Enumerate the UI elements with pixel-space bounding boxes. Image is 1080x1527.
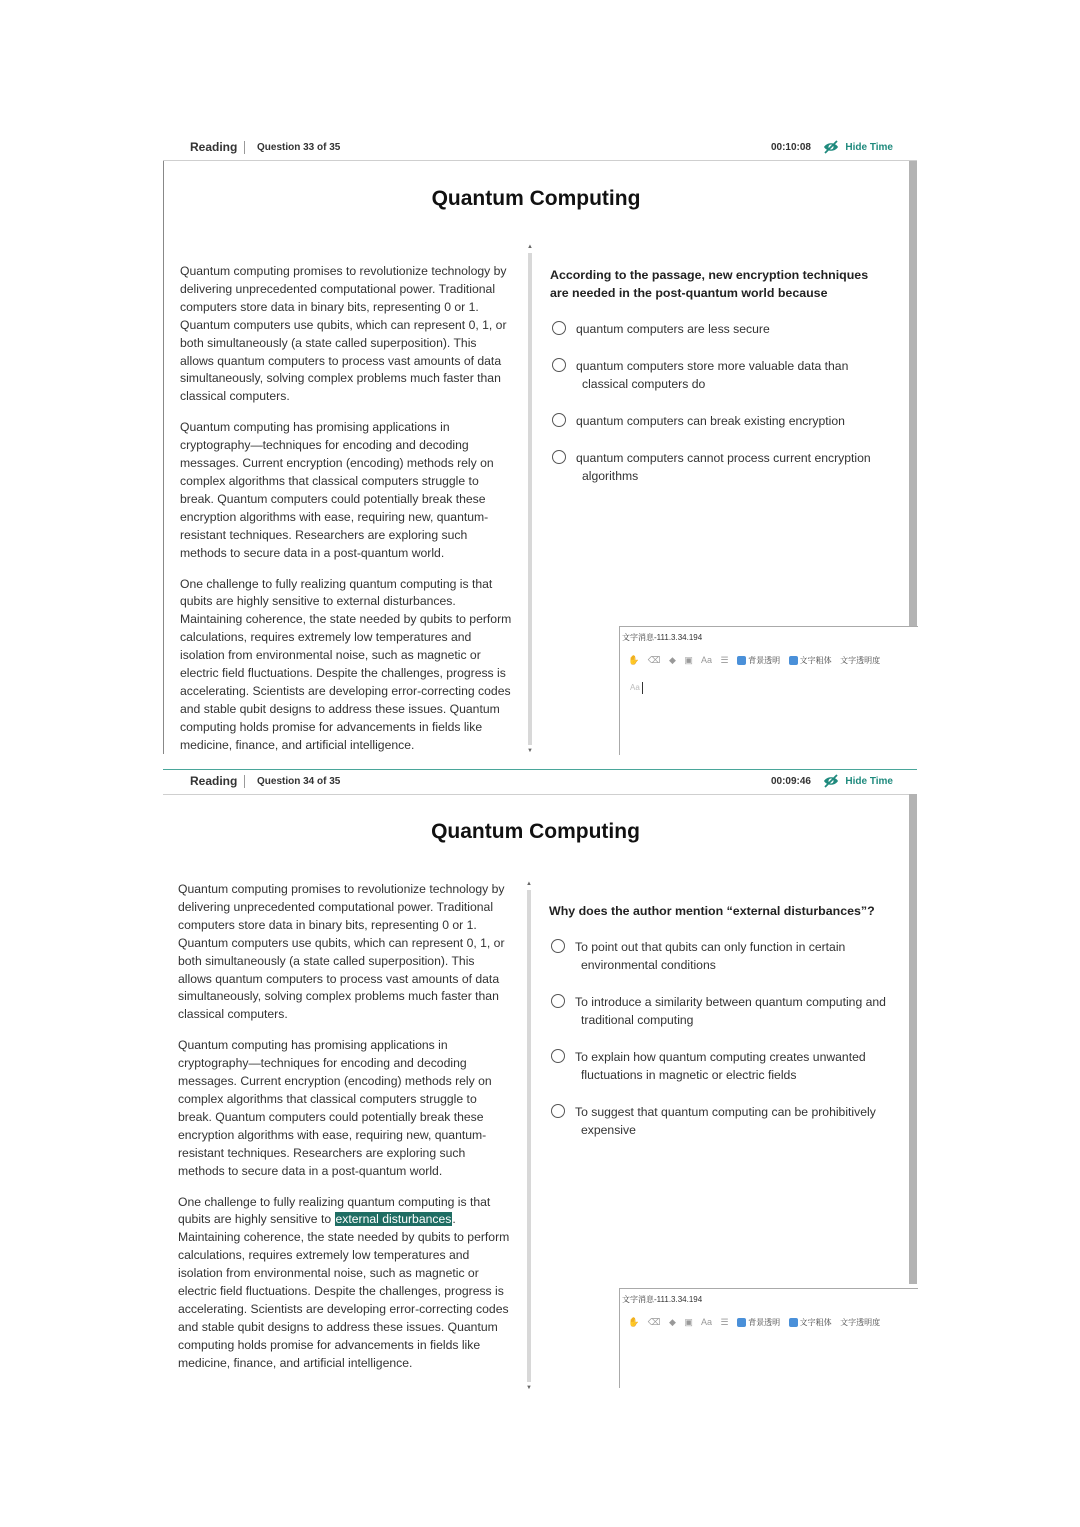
panel-label: 文字消息-111.3.34.194 — [622, 1295, 703, 1304]
image-icon[interactable]: ▣ — [684, 655, 693, 665]
option-text: quantum computers can break existing encryption — [576, 414, 845, 428]
checkbox-icon[interactable] — [789, 1318, 798, 1327]
scroll-down-icon[interactable]: ▼ — [527, 748, 533, 754]
passage-title: Quantum Computing — [431, 820, 640, 843]
option-text: quantum computers are less secure — [576, 322, 770, 336]
screenshot-question-33 — [163, 136, 917, 754]
passage-title: Quantum Computing — [431, 187, 641, 210]
checkbox-icon[interactable] — [737, 656, 746, 665]
option-text: environmental conditions — [581, 958, 716, 972]
top-bar — [163, 769, 917, 795]
section-label: Reading — [190, 774, 238, 788]
font-size-icon[interactable]: Aa — [700, 655, 712, 665]
passage-paragraph: Quantum computing promises to revolutionize technology by delivering unprecedented computational power. Traditional computers store data in binary bits, representing 0 or 1. Quantum computers use qubits, which can represent 0, 1, or both simultaneously (a state called superposition). This allows quantum computers to process vast amounts of data simultaneously, solving complex problems much faster than classical computers. — [180, 264, 507, 404]
scroll-up-icon[interactable]: ▲ — [526, 881, 532, 887]
image-icon[interactable]: ▣ — [684, 1317, 693, 1327]
panel-toolbar — [628, 655, 886, 666]
scroll-track[interactable] — [528, 253, 532, 745]
list-icon[interactable]: ☰ — [720, 1317, 729, 1327]
fill-icon[interactable]: ◆ — [668, 655, 676, 665]
passage-text-segment: . Maintaining coherence, the state needed by qubits to perform calculations, requires extremely low temperatures and isolation from environmental noise, such as magnetic or electric field fluctuations. Despite the challenges, progress is accelerating. Scientists are developing error-correcting codes and stable qubit designs to address these issues. Quantum computing holds promise for advancements in fields like medicine, finance, and artificial intelligence. — [178, 1212, 510, 1370]
answer-option[interactable] — [551, 1103, 896, 1139]
eraser-icon[interactable]: ⌫ — [647, 1317, 661, 1327]
question-prompt: According to the passage, new encryption techniques are needed in the post-quantum world because — [550, 268, 869, 300]
bold-text-option[interactable]: 文字粗体 — [789, 1318, 832, 1327]
answer-option[interactable] — [551, 938, 896, 974]
bold-text-option[interactable]: 文字粗体 — [789, 656, 832, 665]
passage-scrollbar[interactable] — [525, 880, 533, 1392]
option-text: fluctuations in magnetic or electric fields — [581, 1068, 797, 1082]
checkbox-icon[interactable] — [789, 656, 798, 665]
question-counter: Question 34 of 35 — [257, 776, 341, 787]
passage-text-segment: One challenge to fully realizing quantum computing is that qubits are highly sensitive to — [178, 1194, 491, 1227]
answer-option[interactable] — [552, 357, 897, 393]
timer: 00:10:08 — [770, 142, 811, 153]
answer-option[interactable] — [552, 320, 897, 338]
message-input[interactable]: Aa — [630, 682, 643, 694]
radio-icon[interactable] — [551, 939, 565, 953]
scroll-track[interactable] — [527, 890, 531, 1382]
option-text: traditional computing — [581, 1013, 694, 1027]
fill-icon[interactable]: ◆ — [668, 1317, 676, 1327]
radio-icon[interactable] — [551, 994, 565, 1008]
checkbox-icon[interactable] — [737, 1318, 746, 1327]
answer-option[interactable] — [551, 993, 896, 1029]
option-text: quantum computers cannot process current encryption — [576, 451, 871, 465]
top-bar — [163, 136, 917, 161]
radio-icon[interactable] — [552, 413, 566, 427]
option-text: expensive — [581, 1123, 636, 1137]
option-text: quantum computers store more valuable data than — [576, 359, 849, 373]
passage-paragraph: Quantum computing promises to revolutionize technology by delivering unprecedented computational power. Traditional computers store data in binary bits, representing 0 or 1. Quantum computers use qubits, which can represent 0, 1, or both simultaneously (a state called superposition). This allows quantum computers to process vast amounts of data simultaneously, solving complex problems much faster than classical computers. — [178, 882, 505, 1022]
scroll-down-icon[interactable]: ▼ — [526, 1385, 532, 1391]
option-text: algorithms — [582, 469, 639, 483]
answer-options — [552, 320, 897, 504]
text-opacity-option[interactable]: 文字透明度 — [840, 1318, 881, 1327]
bg-transparent-option[interactable]: 背景透明 — [737, 1318, 780, 1327]
answer-option[interactable] — [552, 449, 897, 485]
font-size-icon[interactable]: Aa — [700, 1317, 712, 1327]
eye-slash-icon[interactable] — [823, 773, 839, 789]
right-edge-bar — [909, 794, 917, 1284]
panel-toolbar — [628, 1317, 886, 1328]
section-label: Reading — [190, 140, 238, 154]
radio-icon[interactable] — [552, 358, 566, 372]
option-text: classical computers do — [582, 377, 706, 391]
eye-slash-icon[interactable] — [823, 139, 839, 155]
radio-icon[interactable] — [551, 1049, 565, 1063]
passage-scrollbar[interactable] — [526, 243, 534, 755]
radio-icon[interactable] — [552, 321, 566, 335]
list-icon[interactable]: ☰ — [720, 655, 729, 665]
highlighted-phrase[interactable]: external disturbances — [335, 1212, 452, 1227]
text-message-panel[interactable] — [619, 1288, 918, 1388]
passage-paragraph — [178, 1194, 510, 1373]
passage-paragraph: One challenge to fully realizing quantum computing is that qubits are highly sensitive to external disturbances. Maintaining coherence, the state needed by qubits to perform calculations, requires extremely low temperatures and isolation from environmental noise, such as magnetic or electric field fluctuations. Despite the challenges, progress is accelerating. Scientists are developing error-correcting codes and stable qubit designs to address these issues. Quantum computing holds promise for advancements in fields like medicine, finance, and artificial intelligence. — [180, 576, 512, 752]
hide-time-button[interactable]: Hide Time — [845, 776, 893, 787]
passage-text — [180, 263, 512, 768]
answer-option[interactable] — [551, 1048, 896, 1084]
answer-option[interactable] — [552, 412, 897, 430]
hide-time-button[interactable]: Hide Time — [845, 142, 893, 153]
option-text: To introduce a similarity between quantum computing and — [575, 995, 886, 1009]
passage-text — [178, 881, 510, 1386]
bg-transparent-option[interactable]: 背景透明 — [737, 656, 780, 665]
option-text: To explain how quantum computing creates unwanted — [575, 1050, 866, 1064]
passage-paragraph: Quantum computing has promising applications in cryptography—techniques for encoding and decoding messages. Current encryption (encoding) methods rely on complex algorithms that classical computers struggle to break. Quantum computers could potentially break these encryption algorithms with ease, requiring new, quantum-resistant techniques. Researchers are exploring such methods to secure data in a post-quantum world. — [178, 1038, 492, 1178]
question-counter: Question 33 of 35 — [257, 142, 341, 153]
panel-label: 文字消息-111.3.34.194 — [622, 633, 703, 642]
answer-options — [551, 938, 896, 1158]
option-text: To suggest that quantum computing can be prohibitively — [575, 1105, 876, 1119]
hand-icon[interactable]: ✋ — [628, 1317, 640, 1327]
timer: 00:09:46 — [770, 776, 811, 787]
radio-icon[interactable] — [552, 450, 566, 464]
hand-icon[interactable]: ✋ — [628, 655, 640, 665]
passage-paragraph: Quantum computing has promising applications in cryptography—techniques for encoding and decoding messages. Current encryption (encoding) methods rely on complex algorithms that classical computers struggle to break. Quantum computers could potentially break these encryption algorithms with ease, requiring new, quantum-resistant techniques. Researchers are exploring such methods to secure data in a post-quantum world. — [180, 420, 494, 560]
right-edge-bar — [909, 161, 917, 651]
option-text: To point out that qubits can only function in certain — [575, 940, 846, 954]
text-opacity-option[interactable]: 文字透明度 — [840, 656, 881, 665]
text-message-panel[interactable] — [619, 626, 918, 755]
question-prompt: Why does the author mention “external disturbances”? — [549, 904, 875, 918]
radio-icon[interactable] — [551, 1104, 565, 1118]
scroll-up-icon[interactable]: ▲ — [527, 244, 533, 250]
divider — [244, 141, 245, 154]
screenshot-question-34 — [163, 769, 917, 1391]
eraser-icon[interactable]: ⌫ — [647, 655, 661, 665]
divider — [244, 775, 245, 788]
